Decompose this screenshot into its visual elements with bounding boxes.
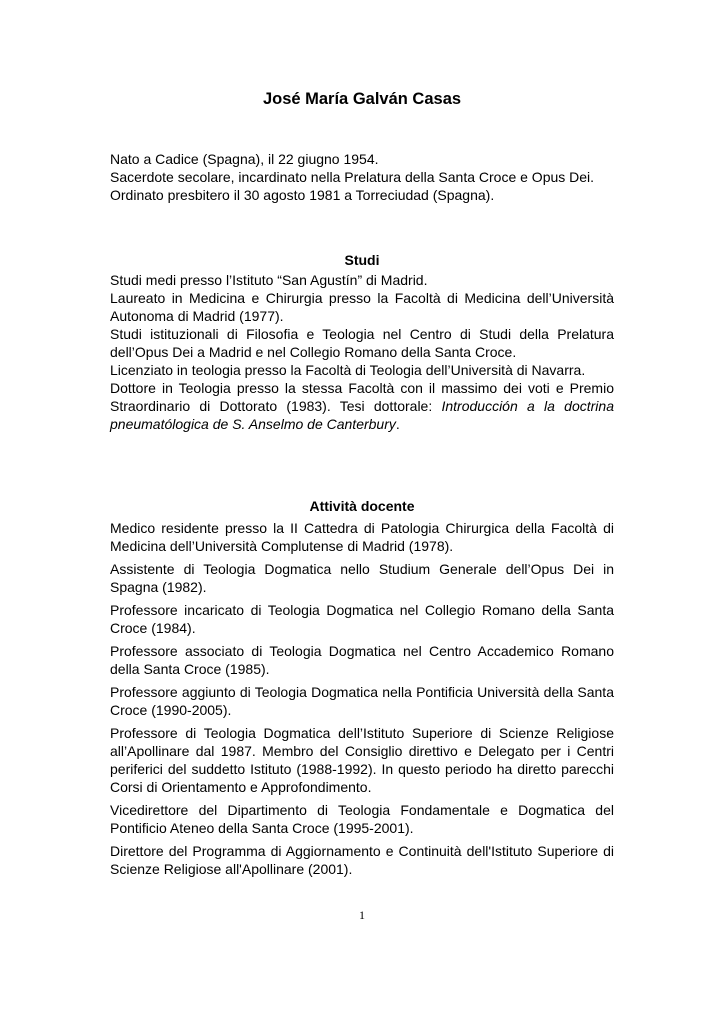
attivita-item: Direttore del Programma di Aggiornamento e Continuità dell'Istituto Superiore di Scienze Religiose all'Apollinare (2001). <box>110 843 614 877</box>
attivita-item: Medico residente presso la II Cattedra di Patologia Chirurgica della Facoltà di Medicina dell’Università Complutense di Madrid (1978). <box>110 520 614 554</box>
doctorate-end: . <box>395 416 400 432</box>
birth-line: Nato a Cadice (Spagna), il 22 giugno 1954. <box>110 151 379 167</box>
doctorate-text: Dottore in Teologia presso la stessa Facoltà con il massimo dei voti e Premio Straordinario di Dottorato (1983). Tesi dottorale: <box>110 380 614 414</box>
attivita-item: Professore incaricato di Teologia Dogmatica nel Collegio Romano della Santa Croce (1984). <box>110 602 614 636</box>
studi-item: Laureato in Medicina e Chirurgia presso la Facoltà di Medicina dell’Università Autonoma di Madrid (1977). <box>110 290 614 324</box>
attivita-item: Professore aggiunto di Teologia Dogmatica nella Pontificia Università della Santa Croce (1990-2005). <box>110 684 614 718</box>
page-number: 1 <box>359 908 365 922</box>
studi-section <box>110 271 614 433</box>
attivita-section <box>110 519 614 883</box>
studi-item: Studi medi presso l’Istituto “San Agustín” di Madrid. <box>110 272 428 288</box>
attivita-item: Vicedirettore del Dipartimento di Teologia Fondamentale e Dogmatica del Pontificio Ateneo della Santa Croce (1995-2001). <box>110 802 614 836</box>
attivita-heading: Attività docente <box>309 498 415 514</box>
intro-section <box>110 150 614 204</box>
studi-item: Licenziato in teologia presso la Facoltà di Teologia dell’Università di Navarra. <box>110 362 586 378</box>
attivita-item: Professore associato di Teologia Dogmatica nel Centro Accademico Romano della Santa Croce (1985). <box>110 643 614 677</box>
ordination-line: Ordinato presbitero il 30 agosto 1981 a Torreciudad (Spagna). <box>110 187 495 203</box>
incardination-line: Sacerdote secolare, incardinato nella Prelatura della Santa Croce e Opus Dei. <box>110 169 595 185</box>
studi-item: Studi istituzionali di Filosofia e Teologia nel Centro di Studi della Prelatura dell’Opus Dei a Madrid e nel Collegio Romano della Santa Croce. <box>110 326 614 360</box>
thesis-title: Introducción a la doctrina pneumatólogica de S. Anselmo de Canterbury <box>110 398 614 432</box>
document-title: José María Galván Casas <box>262 90 462 108</box>
attivita-item: Assistente di Teologia Dogmatica nello Studium Generale dell’Opus Dei in Spagna (1982). <box>110 561 614 595</box>
studi-item-doctorate <box>110 379 614 433</box>
studi-heading: Studi <box>344 252 380 268</box>
attivita-item: Professore di Teologia Dogmatica dell’Istituto Superiore di Scienze Religiose all’Apollinare dal 1987. Membro del Consiglio direttivo e Delegato per i Centri periferici del suddetto Istituto (1988-1992). In questo periodo ha diretto parecchi Corsi di Orientamento e Approfondimento. <box>110 725 614 795</box>
